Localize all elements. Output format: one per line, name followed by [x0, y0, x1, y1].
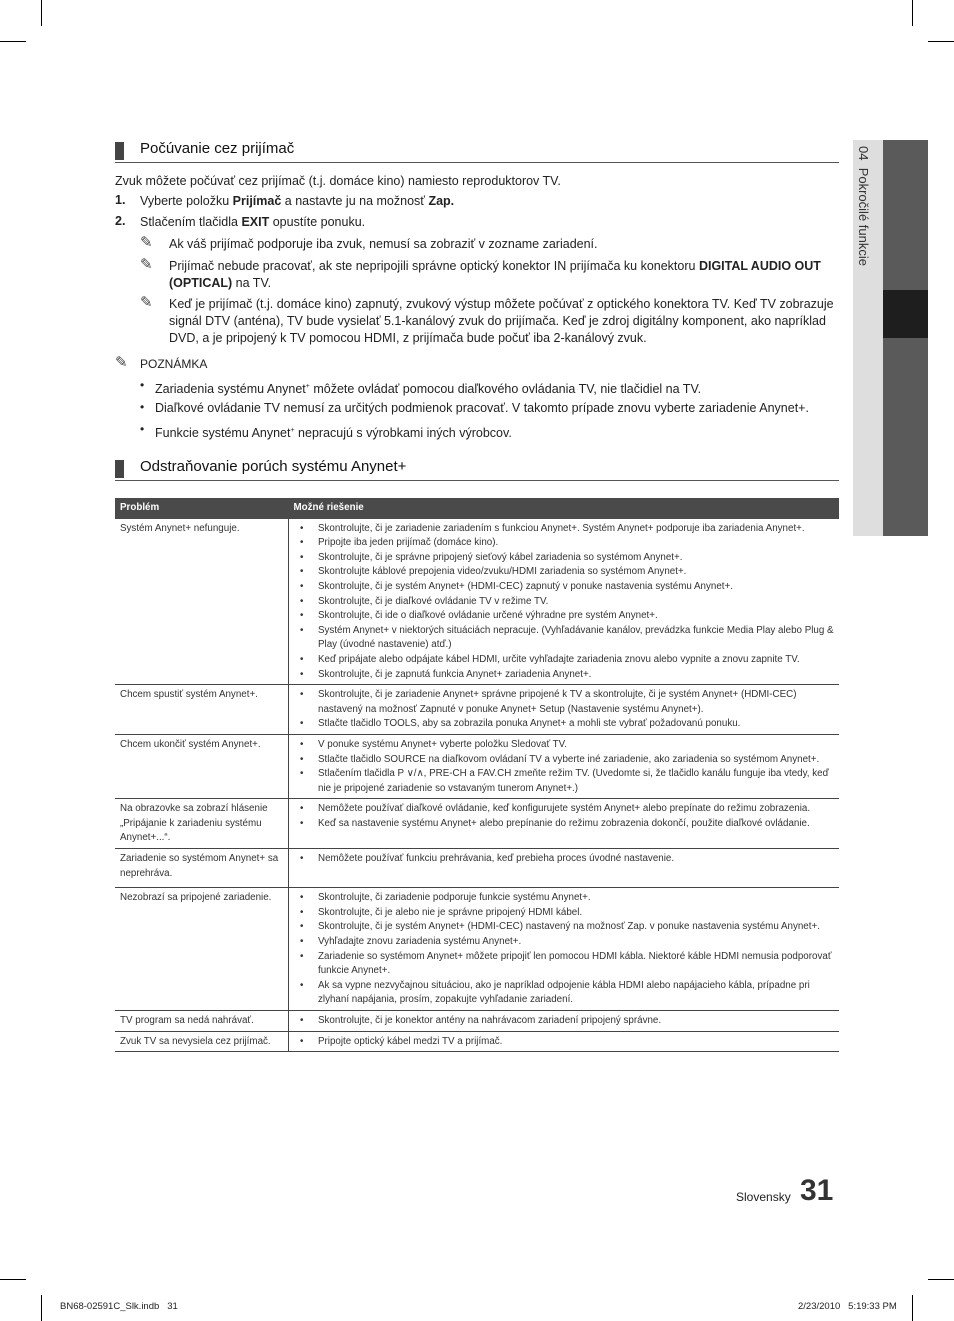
crop-mark	[41, 1295, 42, 1321]
crop-mark	[41, 0, 42, 26]
solution-item: • Pripojte optický kábel medzi TV a prijímač.	[318, 1035, 834, 1050]
step-number: 2.	[115, 214, 126, 228]
solution-item: • Skontrolujte, či je zapnutá funkcia Anynet+ zariadenia Anynet+.	[318, 668, 834, 683]
problem-cell: Zvuk TV sa nevysiela cez prijímač.	[115, 1031, 289, 1052]
problem-cell: Chcem ukončiť systém Anynet+.	[115, 734, 289, 798]
solution-item: • Skontrolujte, či je konektor antény na nahrávacom zariadení pripojený správne.	[318, 1014, 834, 1029]
solution-cell	[289, 888, 840, 1011]
pencil-icon: ✎	[140, 294, 153, 311]
step-number: 1.	[115, 193, 126, 207]
crop-mark	[928, 41, 954, 42]
pencil-icon: ✎	[115, 354, 128, 371]
table-row	[115, 849, 839, 888]
note-item: Diaľkové ovládanie TV nemusí za určitých podmienok pracovať. V takomto prípade znovu vyberte zariadenie Anynet+.	[155, 401, 809, 415]
solution-item: • Keď sa nastavenie systému Anynet+ alebo prepínanie do režimu zobrazenia dokončí, použite diaľkové ovládanie.	[318, 817, 834, 832]
crop-mark	[912, 1295, 913, 1321]
section-header-troubleshoot	[115, 458, 839, 481]
solution-item: • Skontrolujte, či je systém Anynet+ (HDMI-CEC) zapnutý v ponuke nastavenia systému Anynet+.	[318, 580, 834, 595]
side-tab-active	[883, 290, 928, 338]
table-row	[115, 734, 839, 798]
problem-cell: Nezobrazí sa pripojené zariadenie.	[115, 888, 289, 1011]
solution-item: • Systém Anynet+ v niektorých situáciách nepracuje. (Vyhľadávanie kanálov, prevádzka funkcie Media Play alebo Plug & Play (úvodné nastavenie) atď.)	[318, 624, 834, 653]
pencil-icon: ✎	[140, 256, 153, 273]
side-tab-label: 04 Pokročilé funkcie	[856, 146, 871, 266]
note-text: Prijímač nebude pracovať, ak ste nepripojili správne optický konektor IN prijímača ku konektoru DIGITAL AUDIO OUT (OPTICAL) na TV.	[169, 259, 821, 290]
solution-item: • Skontrolujte, či je alebo nie je správne pripojený HDMI kábel.	[318, 906, 834, 921]
solution-item: • Stlačte tlačidlo TOOLS, aby sa zobrazila ponuka Anynet+ a mohli ste vybrať požadovanú ponuku.	[318, 717, 834, 732]
solution-item: • Skontrolujte, či je zariadenie Anynet+ správne pripojené k TV a skontrolujte, či je systém Anynet+ (HDMI-CEC) nastavený na možnosť Zapnuté v ponuke Anynet+ Setup (Nastavenie systému Anynet+).	[318, 688, 834, 717]
solution-item: • Skontrolujte, či je správne pripojený sieťový kábel zariadenia so systémom Anynet+.	[318, 551, 834, 566]
bullet: •	[140, 378, 145, 392]
solution-item: • Keď pripájate alebo odpájate kábel HDMI, určite vyhľadajte zariadenia znovu alebo vypnite a znovu zapnite TV.	[318, 653, 834, 668]
solution-item: • Pripojte iba jeden prijímač (domáce kino).	[318, 536, 834, 551]
problem-cell: Systém Anynet+ nefunguje.	[115, 519, 289, 685]
solution-cell	[289, 734, 840, 798]
solution-item: • Stlačením tlačidla P ∨/∧, PRE-CH a FAV.CH zmeňte režim TV. (Uvedomte si, že tlačidlo kanálu funguje iba vtedy, keď nie je pripojené zariadenie so vstavaným tunerom Anynet+.)	[318, 767, 834, 796]
table-row	[115, 1031, 839, 1052]
crop-mark	[928, 1279, 954, 1280]
column-header: Problém	[115, 498, 289, 519]
solution-item: • Nemôžete používať diaľkové ovládanie, keď konfigurujete systém Anynet+ alebo prepínate do režimu zobrazenia.	[318, 802, 834, 817]
table-row	[115, 888, 839, 1011]
column-header: Možné riešenie	[289, 498, 840, 519]
solution-item: • Skontrolujte, či je diaľkové ovládanie TV v režime TV.	[318, 595, 834, 610]
problem-cell: Zariadenie so systémom Anynet+ sa neprehráva.	[115, 849, 289, 888]
note-label: POZNÁMKA	[140, 357, 208, 371]
solution-cell	[289, 519, 840, 685]
crop-mark	[0, 1279, 26, 1280]
table-row	[115, 685, 839, 735]
solution-cell	[289, 1011, 840, 1032]
solution-item: • Skontrolujte káblové prepojenia video/zvuku/HDMI zariadenia so systémom Anynet+.	[318, 565, 834, 580]
solution-item: • Ak sa vypne nezvyčajnou situáciou, ako je napríklad odpojenie kábla HDMI alebo napájacieho kábla, prípadne pri zlyhaní napájania, prosím, zopakujte vyhľadanie zariadení.	[318, 979, 834, 1008]
print-file-info: BN68-02591C_Slk.indb 31	[60, 1301, 178, 1312]
section-title: Odstraňovanie porúch systému Anynet+	[140, 458, 407, 475]
solution-item: • Zariadenie so systémom Anynet+ môžete pripojiť len pomocou HDMI kábla. Niektoré káble HDMI nemusia podporovať funkcie Anynet+.	[318, 950, 834, 979]
solution-cell	[289, 799, 840, 849]
note-text: Keď je prijímač (t.j. domáce kino) zapnutý, zvukový výstup môžete počúvať z optického konektora TV. Keď TV zobrazuje signál DTV (anténa), TV bude vysielať 5.1-kanálový zvuk do prijímača. Keď je zdroj digitálny komponent, ako napríklad DVD, a je pripojený k TV pomocou HDMI, z prijímača bude počuť iba 2-kanálový zvuk.	[169, 297, 834, 345]
solution-item: • Skontrolujte, či zariadenie podporuje funkcie systému Anynet+.	[318, 891, 834, 906]
solution-item: • Stlačte tlačidlo SOURCE na diaľkovom ovládaní TV a vyberte iné zariadenie, ako zariadenia so systémom Anynet+.	[318, 753, 834, 768]
problem-cell: Na obrazovke sa zobrazí hlásenie „Pripájanie k zariadeniu systému Anynet+...“.	[115, 799, 289, 849]
pencil-icon: ✎	[140, 234, 153, 251]
problem-cell: TV program sa nedá nahrávať.	[115, 1011, 289, 1032]
solution-cell	[289, 685, 840, 735]
note-text: Ak váš prijímač podporuje iba zvuk, nemusí sa zobraziť v zozname zariadení.	[169, 237, 598, 251]
section-marker	[115, 142, 124, 160]
bullet: •	[140, 400, 145, 414]
table-row	[115, 799, 839, 849]
side-tab-block	[883, 140, 928, 290]
bullet: •	[140, 422, 145, 436]
solution-item: • Skontrolujte, či je zariadenie zariadením s funkciou Anynet+. Systém Anynet+ podporuje iba zariadenia Anynet+.	[318, 522, 834, 537]
problem-cell: Chcem spustiť systém Anynet+.	[115, 685, 289, 735]
step-text: Stlačením tlačidla EXIT opustíte ponuku.	[140, 215, 366, 229]
intro-text: Zvuk môžete počúvať cez prijímač (t.j. domáce kino) namiesto reproduktorov TV.	[115, 174, 561, 188]
side-tab-block	[883, 338, 928, 536]
solution-cell	[289, 1031, 840, 1052]
section-title: Počúvanie cez prijímač	[140, 140, 295, 157]
step-text: Vyberte položku Prijímač a nastavte ju na možnosť Zap.	[140, 194, 455, 208]
page-number: 31	[800, 1174, 834, 1207]
print-date: 2/23/2010 5:19:33 PM	[798, 1301, 897, 1312]
solution-item: • Skontrolujte, či je systém Anynet+ (HDMI-CEC) nastavený na možnosť Zap. v ponuke nastavenia systému Anynet+.	[318, 920, 834, 935]
solution-item: • Nemôžete používať funkciu prehrávania, keď prebieha proces úvodné nastavenie.	[318, 852, 834, 867]
table-row	[115, 519, 839, 685]
solution-item: • V ponuke systému Anynet+ vyberte položku Sledovať TV.	[318, 738, 834, 753]
footer-language: Slovensky	[736, 1190, 791, 1204]
note-item: Funkcie systému Anynet+ nepracujú s výrobkami iných výrobcov.	[155, 426, 512, 441]
solution-item: • Vyhľadajte znovu zariadenia systému Anynet+.	[318, 935, 834, 950]
note-item: Zariadenia systému Anynet+ môžete ovládať pomocou diaľkového ovládania TV, nie tlačidiel na TV.	[155, 382, 702, 397]
crop-mark	[0, 41, 26, 42]
section-marker	[115, 460, 124, 478]
table-header-row	[115, 498, 839, 519]
section-header-receiver	[115, 140, 839, 163]
troubleshoot-table	[115, 498, 839, 1052]
solution-item: • Skontrolujte, či ide o diaľkové ovládanie určené výhradne pre systém Anynet+.	[318, 609, 834, 624]
crop-mark	[912, 0, 913, 26]
solution-cell	[289, 849, 840, 888]
table-row	[115, 1011, 839, 1032]
